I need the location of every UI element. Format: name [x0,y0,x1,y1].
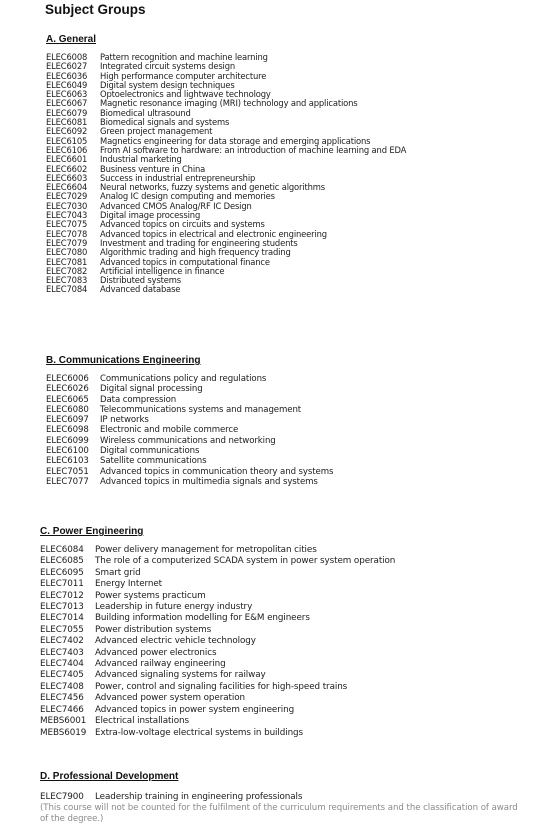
course-code: ELEC7012 [40,590,84,601]
course-list-professional [40,792,302,803]
course-title: Data compression [100,394,177,405]
course-title: Satellite communications [100,456,207,467]
section-heading-communications: B. Communications Engineering [46,355,201,366]
course-row [40,602,395,613]
course-code: ELEC6063 [46,89,88,100]
course-code: ELEC7081 [46,256,88,267]
course-row [40,682,395,693]
course-title: Advanced power electronics [95,647,217,658]
course-title: The role of a computerized SCADA system in power system operation [95,556,396,567]
course-code: ELEC6008 [46,52,88,62]
course-note: (This course will not be counted for the fulfilment of the curriculum requirements and the classification of award of the degree.) [40,803,518,824]
course-row [40,716,395,727]
course-title: Leadership in future energy industry [95,602,253,613]
course-row [46,285,406,294]
course-row [46,405,333,415]
course-title: High performance computer architecture [100,70,267,81]
course-code: ELEC7030 [46,200,88,211]
course-list-communications [46,374,333,487]
course-code: ELEC7043 [46,210,88,221]
course-title: Advanced database [100,284,181,295]
course-code: ELEC6602 [46,163,88,174]
course-code: ELEC6084 [40,545,84,555]
course-row [40,659,395,670]
course-title: Digital system design techniques [100,79,235,90]
course-row [46,436,333,446]
course-code: ELEC7456 [40,693,84,704]
course-code: ELEC6601 [46,154,88,165]
course-row [46,456,333,466]
course-title: Telecommunications systems and management [100,404,302,415]
course-title: Advanced topics in electrical and electronic engineering [100,228,327,239]
course-code: ELEC6079 [46,107,88,118]
course-code: ELEC6098 [46,425,89,436]
course-code: ELEC7082 [46,265,88,276]
course-row [40,579,395,590]
course-title: Leadership training in engineering professionals [95,792,303,802]
course-code: ELEC7084 [46,284,88,295]
course-row [46,467,333,477]
course-title: Magnetic resonance imaging (MRI) technology and applications [100,98,358,109]
course-code: ELEC6099 [46,435,89,446]
course-title: Green project management [100,126,213,137]
course-title: Integrated circuit systems design [100,61,236,72]
course-row [40,792,302,803]
course-row [40,556,395,567]
course-row [46,415,333,425]
course-code: ELEC7029 [46,191,88,202]
course-row [40,648,395,659]
course-code: ELEC7083 [46,275,88,286]
course-row [40,568,395,579]
course-title: Power distribution systems [95,624,212,635]
course-title: Digital signal processing [100,384,203,395]
course-title: Advanced topics in power system engineering [95,704,295,715]
course-code: ELEC7079 [46,237,88,248]
course-title: Digital communications [100,446,200,457]
course-code: ELEC6603 [46,172,88,183]
course-code: ELEC7403 [40,647,84,658]
course-row [40,693,395,704]
course-title: Advanced topics on circuits and systems [100,219,265,230]
course-title: IP networks [100,415,149,426]
course-title: Advanced power system operation [95,693,245,704]
course-row [40,613,395,624]
course-code: ELEC7080 [46,247,88,258]
course-title: Analog IC design computing and memories [100,191,275,202]
course-title: Energy Internet [95,579,163,590]
course-code: MEBS6019 [40,727,87,738]
course-title: Electronic and mobile commerce [100,425,239,436]
course-code: ELEC7402 [40,636,84,647]
course-title: Power, control and signaling facilities for high-speed trains [95,681,348,692]
course-title: Advanced topics in communication theory and systems [100,466,334,477]
course-code: ELEC6036 [46,70,88,81]
course-code: ELEC6027 [46,61,88,72]
course-title: Advanced topics in multimedia signals and systems [100,476,318,487]
course-code: ELEC6095 [40,567,84,578]
course-row [46,446,333,456]
course-code: ELEC7077 [46,476,89,487]
course-code: ELEC7900 [40,792,84,802]
course-title: Advanced electric vehicle technology [95,636,256,647]
course-title: From AI software to hardware: an introduction of machine learning and EDA [100,144,407,155]
course-code: ELEC6604 [46,182,88,193]
course-title: Artificial intelligence in finance [100,265,225,276]
course-code: ELEC7051 [46,466,89,477]
course-code: ELEC7013 [40,602,84,613]
course-row [40,728,395,739]
course-row [40,545,395,556]
course-code: ELEC7404 [40,659,84,670]
course-title: Electrical installations [95,716,189,727]
course-code: ELEC7078 [46,228,88,239]
course-title: Distributed systems [100,275,182,286]
course-title: Building information modelling for E&M engineers [95,613,310,624]
course-list-general [46,53,406,295]
course-code: ELEC6100 [46,446,89,457]
course-code: ELEC6065 [46,394,89,405]
course-title: Digital image processing [100,210,201,221]
course-code: ELEC6067 [46,98,88,109]
course-code: ELEC7466 [40,704,84,715]
course-title: Success in industrial entrepreneurship [100,172,256,183]
course-title: Pattern recognition and machine learning [100,52,268,62]
course-code: ELEC7408 [40,681,84,692]
course-title: Smart grid [95,567,141,578]
course-title: Advanced railway engineering [95,659,226,670]
course-title: Power delivery management for metropolitan cities [95,545,317,555]
course-title: Neural networks, fuzzy systems and genetic algorithms [100,182,326,193]
course-title: Extra-low-voltage electrical systems in buildings [95,727,304,738]
course-code: ELEC7055 [40,624,84,635]
course-code: ELEC6081 [46,117,88,128]
course-row [46,374,333,384]
course-code: MEBS6001 [40,716,87,727]
course-code: ELEC6049 [46,79,88,90]
course-title: Magnetics engineering for data storage and emerging applications [100,135,371,146]
course-code: ELEC6103 [46,456,89,467]
course-code: ELEC6026 [46,384,89,395]
course-code: ELEC6080 [46,404,89,415]
course-code: ELEC7075 [46,219,88,230]
course-code: ELEC6106 [46,144,88,155]
course-code: ELEC6006 [46,374,89,384]
course-row [40,670,395,681]
page-title: Subject Groups [45,2,146,17]
course-title: Business venture in China [100,163,206,174]
section-heading-professional: D. Professional Development [40,771,179,782]
course-code: ELEC6105 [46,135,88,146]
course-title: Advanced CMOS Analog/RF IC Design [100,200,252,211]
course-title: Advanced signaling systems for railway [95,670,266,681]
course-title: Biomedical ultrasound [100,107,191,118]
course-code: ELEC6085 [40,556,84,567]
course-title: Investment and trading for engineering students [100,237,298,248]
course-row [46,425,333,435]
course-code: ELEC7405 [40,670,84,681]
section-heading-general: A. General [46,34,97,45]
course-row [46,384,333,394]
course-list-power [40,545,395,739]
course-title: Communications policy and regulations [100,374,267,384]
course-row [40,636,395,647]
section-heading-power: C. Power Engineering [40,526,144,537]
course-row [46,395,333,405]
course-title: Power systems practicum [95,590,206,601]
course-title: Biomedical signals and systems [100,117,230,128]
course-title: Algorithmic trading and high frequency trading [100,247,291,258]
course-title: Wireless communications and networking [100,435,276,446]
course-title: Industrial marketing [100,154,182,165]
course-row [40,591,395,602]
course-code: ELEC7014 [40,613,84,624]
course-row [40,625,395,636]
course-title: Optoelectronics and lightwave technology [100,89,271,100]
course-title: Advanced topics in computational finance [100,256,270,267]
course-code: ELEC7011 [40,579,84,590]
course-code: ELEC6097 [46,415,89,426]
course-row [46,477,333,487]
course-row [40,705,395,716]
course-code: ELEC6092 [46,126,88,137]
